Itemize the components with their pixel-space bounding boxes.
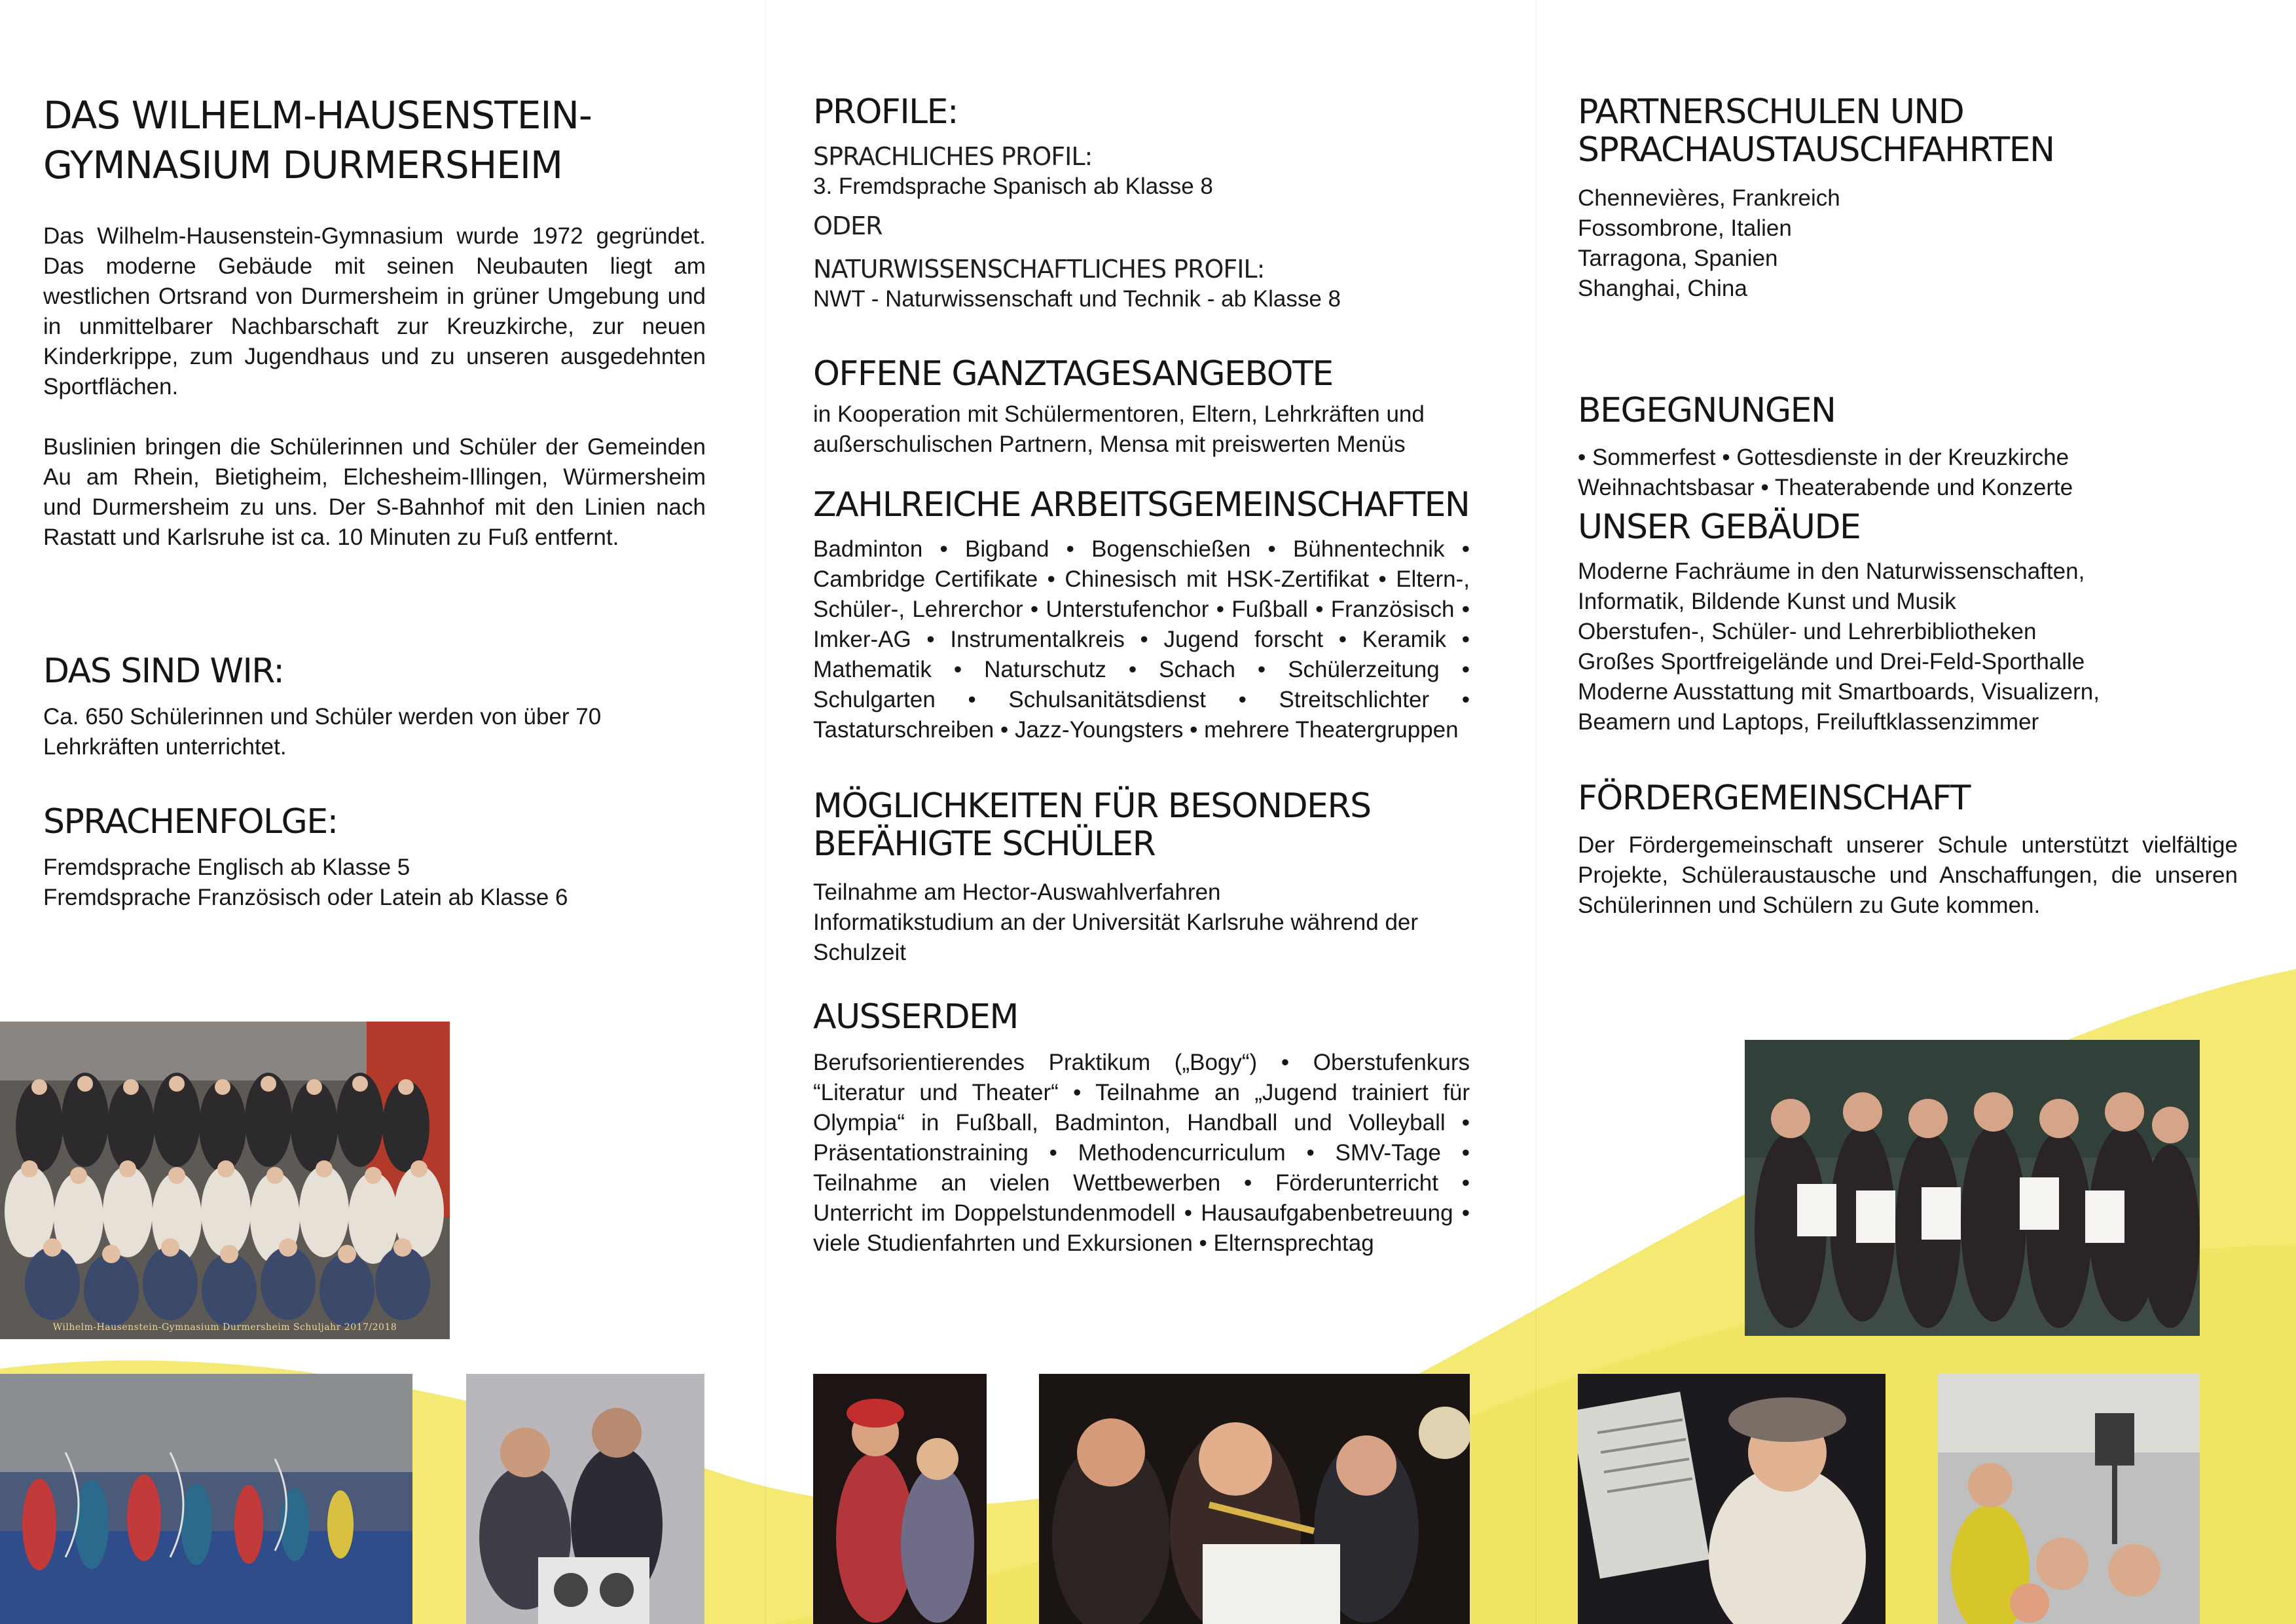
fold-line-left	[765, 0, 766, 1624]
sprachen-line-1: Fremdsprache Englisch ab Klasse 5	[43, 855, 410, 880]
gebaeude-line: Moderne Fachräume in den Naturwissenschaften,	[1578, 559, 2085, 584]
section-heading-ganztag: OFFENE GANZTAGESANGEBOTE	[813, 354, 1333, 394]
sprachlich-text: 3. Fremdsprache Spanisch ab Klasse 8	[813, 174, 1213, 199]
bigband-photo	[1039, 1374, 1470, 1624]
section-heading-profile: PROFILE:	[813, 92, 958, 132]
staff-group-photo	[0, 1022, 450, 1339]
foerder-text: Der Fördergemeinschaft unserer Schule unterstützt vielfältige Projekte, Schüleraustausche und Anschaffungen, die unseren Schülerinnen und Schülern zu Gute kommen.	[1578, 832, 2238, 918]
sprachen-line-2: Fremdsprache Französisch oder Latein ab Klasse 6	[43, 885, 568, 910]
archery-photo	[0, 1374, 412, 1624]
naturwissenschaftlich-text: NWT - Naturwissenschaft und Technik - ab Klasse 8	[813, 286, 1341, 312]
ausserdem-text: Berufsorientierendes Praktikum („Bogy“) • Oberstufenkurs “Literatur und Theater“ • Teilnahme an „Jugend trainiert für Olympia“ in Fußball, Badminton, Handball und Volleyball • Präsentationstraining • Methodencurriculum • SMV-Tage • Teilnahme an vielen Wettbewerben • Förderunterricht • Unterricht im Doppelstundenmodell • Hausaufgabenbetreuung • viele Studienfahrten und Exkursionen • Elternsprechtag	[813, 1050, 1470, 1256]
gebaeude-line: Großes Sportfreigelände und Drei-Feld-Sporthalle	[1578, 649, 2085, 674]
moeglichkeiten-line-1: Teilnahme am Hector-Auswahlverfahren	[813, 879, 1221, 905]
right-column	[1578, 93, 2238, 921]
section-heading-sprachen: SPRACHENFOLGE:	[43, 802, 338, 841]
begegnungen-line-1: • Sommerfest • Gottesdienste in der Kreuzkirche	[1578, 445, 2069, 470]
left-column	[43, 90, 706, 913]
section-heading-begegnungen: BEGEGNUNGEN	[1578, 391, 1836, 430]
award-ceremony-photo	[1745, 1040, 2200, 1336]
begegnungen-line-2: Weihnachtsbasar • Theaterabende und Konzerte	[1578, 475, 2073, 500]
ganztag-text: in Kooperation mit Schülermentoren, Eltern, Lehrkräften und außerschulischen Partnern, Mensa mit preiswerten Menüs	[813, 401, 1425, 457]
gebaeude-line: Moderne Ausstattung mit Smartboards, Visualizern,	[1578, 679, 2100, 705]
section-heading-ausserdem: AUSSERDEM	[813, 997, 1018, 1037]
newspaper-theater-photo	[1578, 1374, 1886, 1624]
gebaeude-list	[1578, 557, 2238, 737]
section-heading-partner: PARTNERSCHULEN UND SPRACHAUSTAUSCHFAHRTEN	[1578, 92, 2054, 170]
theater-photo	[813, 1374, 987, 1624]
technik-photo	[466, 1374, 704, 1624]
partner-list	[1578, 183, 2238, 304]
moeglichkeiten-text-2: Informatikstudium an der Universität Karlsruhe während der Schulzeit	[813, 910, 1419, 965]
bus-paragraph: Buslinien bringen die Schülerinnen und Schüler der Gemeinden Au am Rhein, Bietigheim, Elchesheim-Illingen, Würmersheim und Durmersheim zu uns. Der S-Bahnhof mit den Linien nach Rastatt und Karlsruhe ist ca. 10 Minuten zu Fuß entfernt.	[43, 434, 706, 550]
ag-text: Badminton • Bigband • Bogenschießen • Bühnentechnik • Cambridge Certifikate • Chinesisch mit HSK-Zertifikat • Eltern-, Schüler-, Lehrerchor • Unterstufenchor • Fußball • Französisch • Imker-AG • Instrumentalkreis • Jugend forscht • Keramik • Mathematik • Naturschutz • Schach • Schülerzeitung • Schulgarten • Schulsanitätsdienst • Streitschlichter • Tastaturschreiben • Jazz-Youngsters • mehrere Theatergruppen	[813, 536, 1470, 743]
wir-text: Ca. 650 Schülerinnen und Schüler werden von über 70 Lehrkräften unterrichtet.	[43, 704, 602, 760]
gebaeude-line: Informatik, Bildende Kunst und Musik	[1578, 589, 1956, 614]
main-title: DAS WILHELM-HAUSENSTEIN- GYMNASIUM DURMERSHEIM	[43, 93, 592, 187]
fold-line-right	[1535, 0, 1537, 1624]
sub-heading-sprachlich: SPRACHLICHES PROFIL:	[813, 142, 1093, 171]
partner-item: Tarragona, Spanien	[1578, 246, 1778, 271]
partner-item: Chennevières, Frankreich	[1578, 185, 1840, 211]
oder-label: ODER	[813, 212, 883, 240]
intro-paragraph: Das Wilhelm-Hausenstein-Gymnasium wurde 1972 gegründet. Das moderne Gebäude mit seinen Neubauten liegt am westlichen Ortsrand von Durmersheim in grüner Umgebung und in unmittelbarer Nachbarschaft zur Kreuzkirche, zur neuen Kinderkrippe, zum Jugendhaus und zu unseren ausgedehnten Sportflächen.	[43, 223, 706, 399]
partner-item: Fossombrone, Italien	[1578, 215, 1792, 241]
section-heading-moeglichkeiten: MÖGLICHKEITEN FÜR BESONDERS BEFÄHIGTE SCHÜLER	[813, 786, 1371, 864]
gebaeude-line: Beamern und Laptops, Freiluftklassenzimmer	[1578, 709, 2039, 735]
section-heading-wir: DAS SIND WIR:	[43, 652, 284, 691]
sub-heading-naturwissenschaftlich: NATURWISSENSCHAFTLICHES PROFIL:	[813, 255, 1265, 284]
gebaeude-line: Oberstufen-, Schüler- und Lehrerbibliotheken	[1578, 619, 2037, 644]
section-heading-gebaeude: UNSER GEBÄUDE	[1578, 507, 1861, 547]
section-heading-ag: ZAHLREICHE ARBEITSGEMEINSCHAFTEN	[813, 485, 1470, 525]
middle-column	[813, 93, 1470, 1259]
robotics-lab-photo	[1938, 1374, 2200, 1624]
section-heading-foerder: FÖRDERGEMEINSCHAFT	[1578, 779, 1970, 818]
partner-item: Shanghai, China	[1578, 276, 1747, 301]
group-photo-caption: Wilhelm-Hausenstein-Gymnasium Durmersheim Schuljahr 2017/2018	[52, 1322, 397, 1333]
